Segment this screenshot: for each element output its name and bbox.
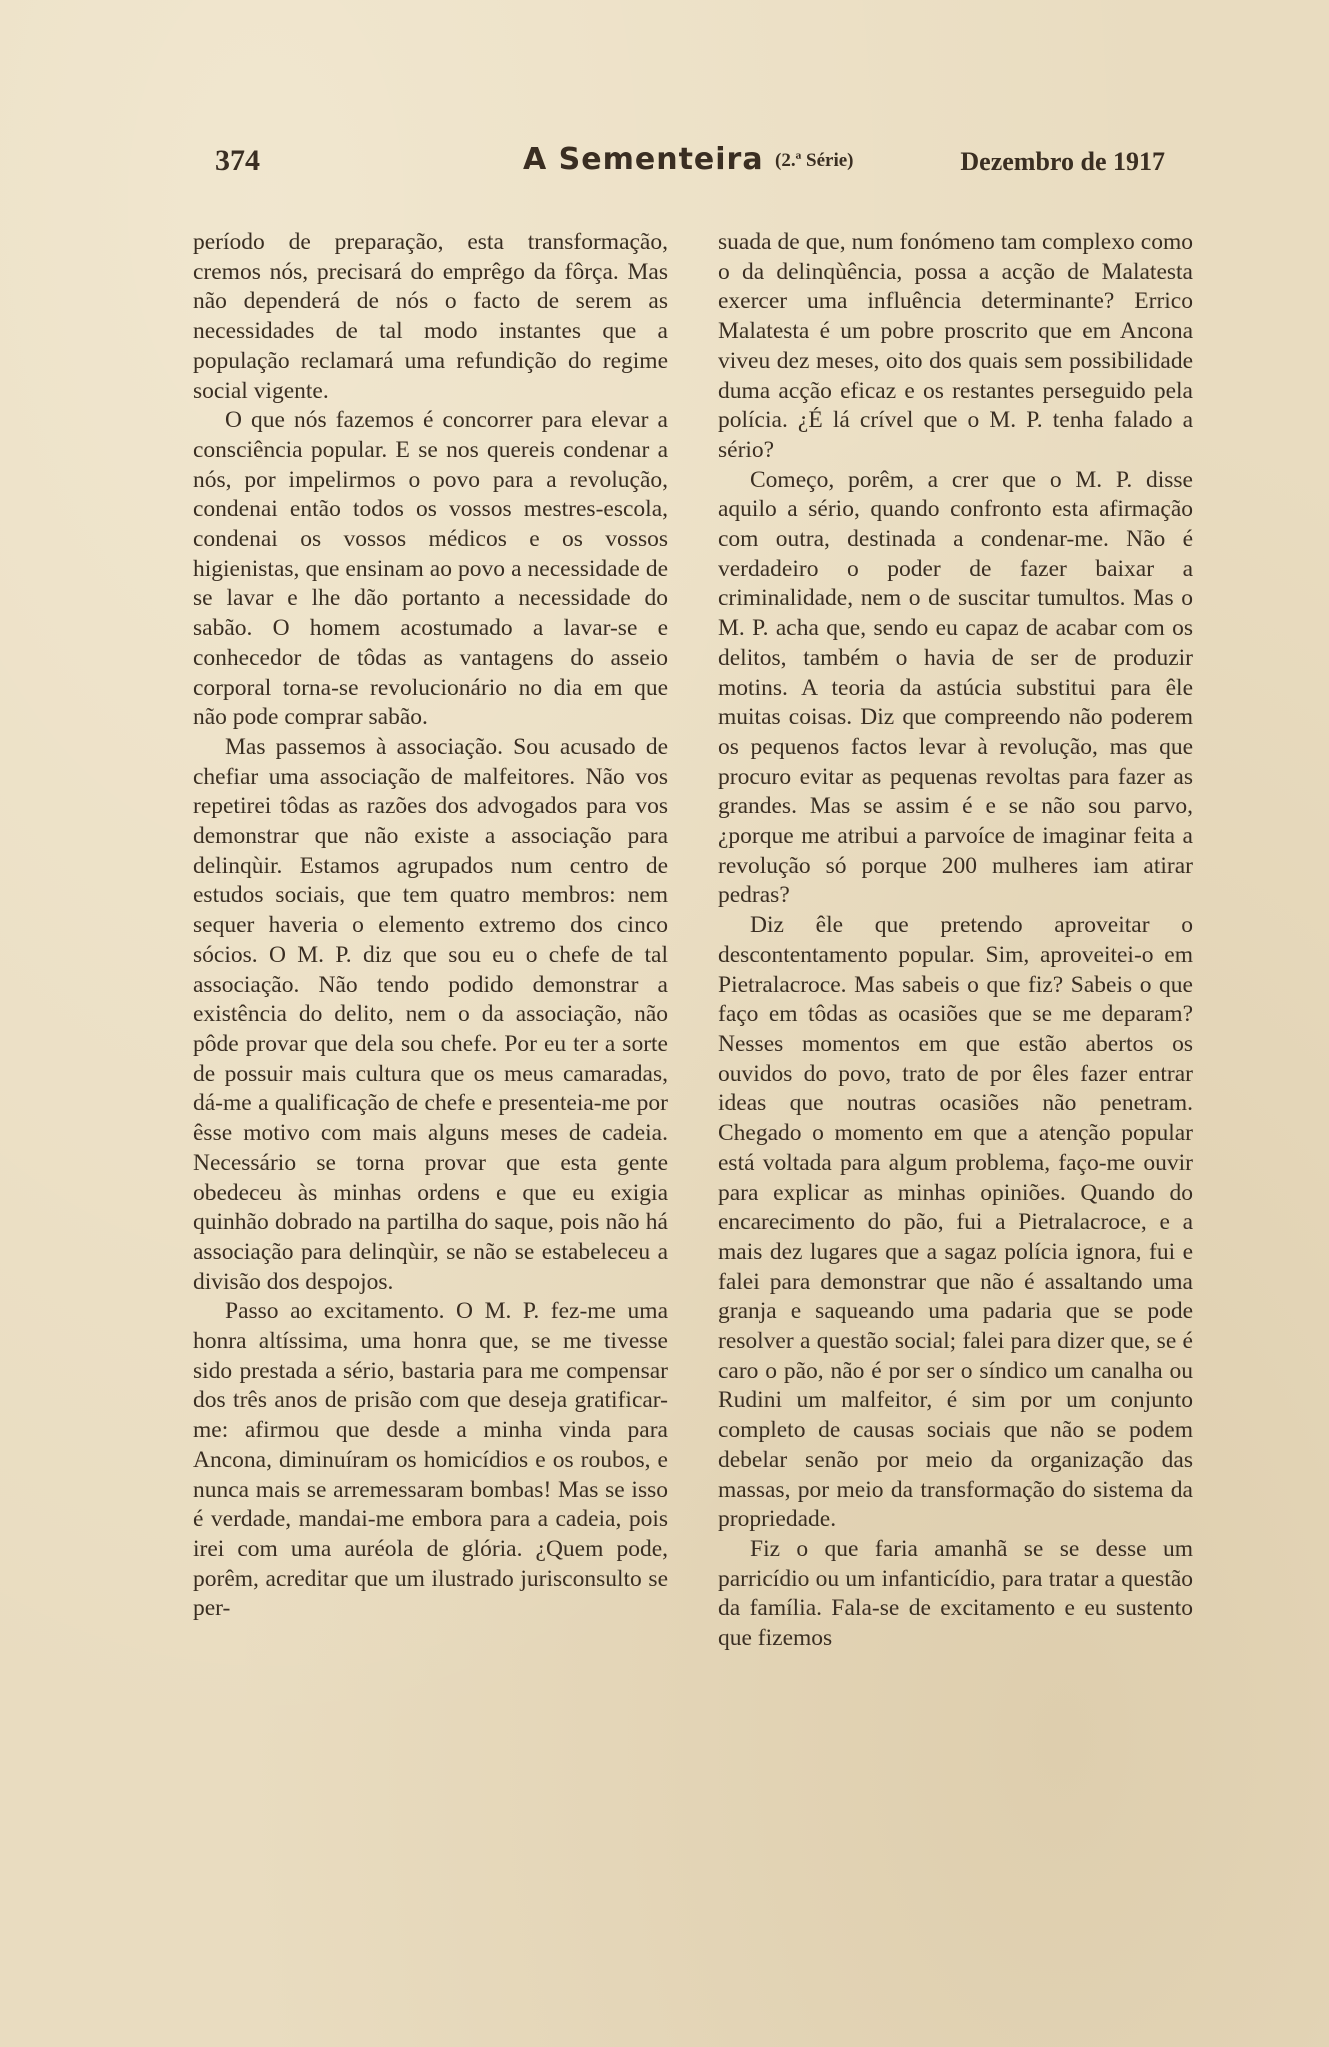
paragraph: O que nós fazemos é concorrer para elevar a consciência popular. E se nos quereis condenar a nós, por impelirmos o povo para a revolução, condenai então todos os vossos mestres-escola, condenai os vossos médicos e os vossos higienistas, que ensinam ao povo a necessidade de se lavar e lhe dão portanto a necessidade do sabão. O homem acostumado a lavar-se e conhecedor de tôdas as vantagens do asseio corporal torna-se revolucionário no dia em que não pode comprar sabão. (193, 407, 668, 731)
series-label: (2.ª Série) (775, 150, 854, 171)
left-column (193, 228, 668, 1624)
page-number: 374 (215, 144, 260, 177)
paragraph: suada de que, num fonómeno tam complexo como o da delinqùência, possa a acção de Malatesta exercer uma influência determinante? Errico Malatesta é um pobre proscrito que em Ancona viveu dez meses, oito dos quais sem possibilidade duma acção eficaz e os restantes perseguido pela polícia. ¿É lá crível que o M. P. tenha falado a sério? (718, 229, 1193, 463)
journal-title: A Sementeira (523, 142, 764, 177)
issue-date: Dezembro de 1917 (960, 147, 1165, 176)
paragraph: Passo ao excitamento. O M. P. fez-me uma honra altíssima, uma honra que, se me tivesse sido prestada a sério, bastaria para me compensar dos três anos de prisão com que deseja gratificar-me: afirmou que desde a minha vinda para Ancona, diminuíram os homicídios e os roubos, e nunca mais se arremessaram bombas! Mas se isso é verdade, mandai-me embora para a cadeia, pois irei com uma auréola de glória. ¿Quem pode, porêm, acreditar que um ilustrado jurisconsulto se per- (193, 1298, 668, 1622)
page-header (215, 144, 1165, 188)
paragraph: Fiz o que faria amanhã se se desse um parricídio ou um infanticídio, para tratar a questão da família. Fala-se de excitamento e eu sustento que fizemos (718, 1535, 1193, 1652)
paragraph: Mas passemos à associação. Sou acusado de chefiar uma associação de malfeitores. Não vos repetirei tôdas as razões dos advogados para vos demonstrar que não existe a associação para delinqùir. Estamos agrupados num centro de estudos sociais, que tem quatro membros: nem sequer haveria o elemento extremo dos cinco sócios. O M. P. diz que sou eu o chefe de tal associação. Não tendo podido demonstrar a existência do delito, nem o da associação, não pôde provar que dela sou chefe. Por eu ter a sorte de possuir mais cultura que os meus camaradas, dá-me a qualificação de chefe e presenteia-me por êsse motivo com mais alguns meses de cadeia. Necessário se torna provar que esta gente obedeceu às minhas ordens e que eu exigia quinhão dobrado na partilha do saque, pois não há associação para delinqùir, se não se estabeleceu a divisão dos despojos. (193, 733, 668, 1295)
paragraph: Começo, porêm, a crer que o M. P. disse aquilo a sério, quando confronto esta afirmação com outra, destinada a condenar-me. Não é verdadeiro o poder de fazer baixar a criminalidade, nem o de suscitar tumultos. Mas o M. P. acha que, sendo eu capaz de acabar com os delitos, também o havia de ser de produzir motins. A teoria da astúcia substitui para êle muitas coisas. Diz que compreendo não poderem os pequenos factos levar à revolução, mas que procuro evitar as pequenas revoltas para fazer as grandes. Mas se assim é e se não sou parvo, ¿porque me atribui a parvoíce de imaginar feita a revolução só porque 200 mulheres iam atirar pedras? (718, 466, 1193, 909)
paragraph: período de preparação, esta transformação, cremos nós, precisará do emprêgo da fôrça. Mas não dependerá de nós o facto de serem as necessidades de tal modo instantes que a população reclamará uma refundição do regime social vigente. (193, 229, 668, 404)
paragraph: Diz êle que pretendo aproveitar o descontentamento popular. Sim, aproveitei-o em Pietralacroce. Mas sabeis o que fiz? Sabeis o que faço em tôdas as ocasiões que se me deparam? Nesses momentos em que estão abertos os ouvidos do povo, trato de por êles fazer entrar ideas que noutras ocasiões não penetram. Chegado o momento em que a atenção popular está voltada para algum problema, faço-me ouvir para explicar as minhas opiniões. Quando do encarecimento do pão, fui a Pietralacroce, e a mais dez lugares que a sagaz polícia ignora, fui e falei para demonstrar que não é assaltando uma granja e saqueando uma padaria que se pode resolver a questão social; falei para dizer que, se é caro o pão, não é por ser o síndico um canalha ou Rudini um malfeitor, é sim por um conjunto completo de causas sociais que não se podem debelar senão por meio da organização das massas, por meio da transformação do sistema da propriedade. (718, 912, 1193, 1533)
right-column (718, 228, 1193, 1654)
